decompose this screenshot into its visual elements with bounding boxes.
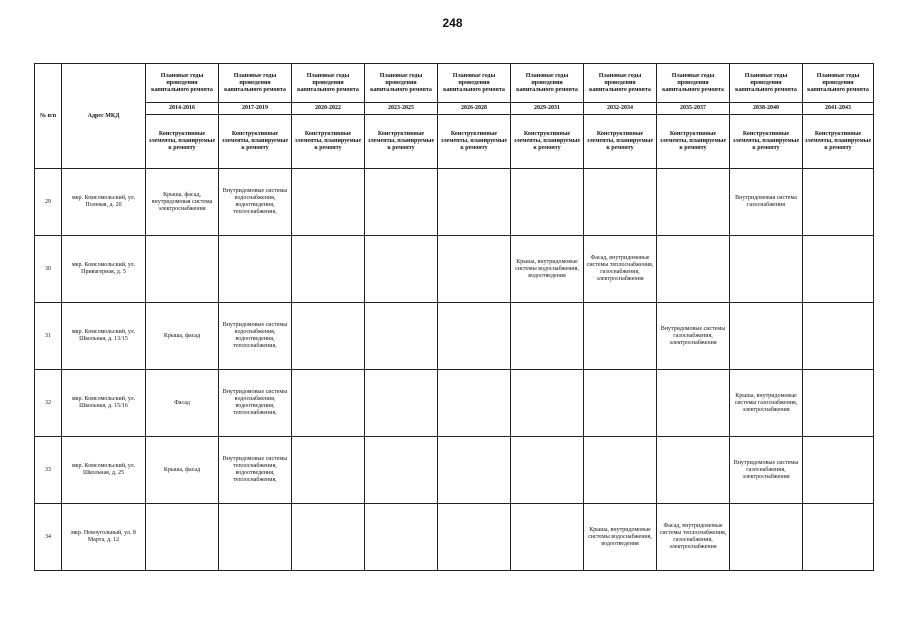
- period-elements: Конструктивные элементы, планируемые к ремонту: [219, 115, 292, 169]
- repair-cell: Крыша, фасад: [146, 437, 219, 504]
- row-number: 32: [35, 370, 62, 437]
- table-row: [35, 303, 874, 370]
- repair-cell: [511, 504, 584, 571]
- repair-cell: Внутридомовые системы водоснабжения, водоотведения, теплоснабжения,: [219, 169, 292, 236]
- repair-cell: [438, 303, 511, 370]
- repair-cell: [657, 236, 730, 303]
- table-row: [35, 169, 874, 236]
- repair-cell: Внутридомовые системы теплоснабжения, водоотведения, теплоснабжения,: [219, 437, 292, 504]
- repair-cell: [657, 370, 730, 437]
- repair-cell: [146, 504, 219, 571]
- repair-cell: Фасад: [146, 370, 219, 437]
- row-address: мкр. Комсомольский, ул. Школьная, д. 25: [62, 437, 146, 504]
- repair-cell: [292, 303, 365, 370]
- repair-cell: Фасад, внутридомовые системы теплоснабжения, газоснабжения, электроснабжения: [584, 236, 657, 303]
- repair-cell: [292, 236, 365, 303]
- row-address: мкр. Комсомольский, ул. Полевая, д. 20: [62, 169, 146, 236]
- row-address: мкр. Комсомольский, ул. Школьная, д. 15/16: [62, 370, 146, 437]
- period-elements: Конструктивные элементы, планируемые к ремонту: [803, 115, 874, 169]
- repair-cell: [438, 370, 511, 437]
- repair-cell: [803, 169, 874, 236]
- period-years: 2035-2037: [657, 103, 730, 115]
- repair-cell: [365, 236, 438, 303]
- repair-cell: Крыша, внутридомовые системы водоснабжения, водоотведения: [511, 236, 584, 303]
- header-elements-row: [35, 115, 874, 169]
- repair-cell: Внутридомовые системы газоснабжения, электроснабжения: [657, 303, 730, 370]
- row-number: 30: [35, 236, 62, 303]
- column-header-number: № п/п: [35, 64, 62, 169]
- period-years: 2041-2043: [803, 103, 874, 115]
- repair-cell: [511, 169, 584, 236]
- period-elements: Конструктивные элементы, планируемые к ремонту: [365, 115, 438, 169]
- repair-cell: [438, 504, 511, 571]
- period-years: 2032-2034: [584, 103, 657, 115]
- period-title: Плановые годы проведения капитального ремонта: [730, 64, 803, 103]
- repair-cell: [438, 437, 511, 504]
- header-years-row: [35, 103, 874, 115]
- table-row: [35, 437, 874, 504]
- period-title: Плановые годы проведения капитального ремонта: [511, 64, 584, 103]
- repair-cell: [511, 437, 584, 504]
- period-years: 2017-2019: [219, 103, 292, 115]
- repair-cell: [292, 169, 365, 236]
- repair-cell: [438, 236, 511, 303]
- repair-cell: Фасад, внутридомовые системы теплоснабжения, газоснабжения, электроснабжения: [657, 504, 730, 571]
- period-title: Плановые годы проведения капитального ремонта: [803, 64, 874, 103]
- period-elements: Конструктивные элементы, планируемые к ремонту: [511, 115, 584, 169]
- repair-cell: [365, 370, 438, 437]
- period-elements: Конструктивные элементы, планируемые к ремонту: [657, 115, 730, 169]
- repair-cell: [511, 303, 584, 370]
- repair-cell: [584, 437, 657, 504]
- capital-repair-plan-table: [34, 63, 874, 571]
- repair-cell: [292, 437, 365, 504]
- header-title-row: [35, 64, 874, 103]
- repair-cell: [511, 370, 584, 437]
- repair-cell: [365, 504, 438, 571]
- period-title: Плановые годы проведения капитального ремонта: [146, 64, 219, 103]
- period-elements: Конструктивные элементы, планируемые к ремонту: [584, 115, 657, 169]
- period-title: Плановые годы проведения капитального ремонта: [584, 64, 657, 103]
- repair-cell: [730, 303, 803, 370]
- repair-cell: [730, 236, 803, 303]
- repair-cell: [146, 236, 219, 303]
- row-address: мкр. Новоугольный, ул. 8 Марта, д. 12: [62, 504, 146, 571]
- table-row: [35, 504, 874, 571]
- repair-cell: [657, 169, 730, 236]
- row-number: 34: [35, 504, 62, 571]
- repair-cell: [584, 169, 657, 236]
- period-years: 2038-2040: [730, 103, 803, 115]
- period-elements: Конструктивные элементы, планируемые к ремонту: [438, 115, 511, 169]
- repair-cell: [219, 236, 292, 303]
- period-title: Плановые годы проведения капитального ремонта: [292, 64, 365, 103]
- period-title: Плановые годы проведения капитального ремонта: [657, 64, 730, 103]
- row-number: 33: [35, 437, 62, 504]
- repair-cell: [803, 236, 874, 303]
- period-years: 2023-2025: [365, 103, 438, 115]
- repair-cell: [584, 370, 657, 437]
- repair-cell: [803, 437, 874, 504]
- repair-cell: [292, 370, 365, 437]
- repair-cell: Крыша, внутридомовые системы газоснабжения, электроснабжения: [730, 370, 803, 437]
- repair-cell: Крыша, фасад: [146, 303, 219, 370]
- row-number: 31: [35, 303, 62, 370]
- repair-cell: [803, 370, 874, 437]
- repair-cell: Внутридомовая система газоснабжения: [730, 169, 803, 236]
- row-number: 29: [35, 169, 62, 236]
- period-elements: Конструктивные элементы, планируемые к ремонту: [146, 115, 219, 169]
- period-elements: Конструктивные элементы, планируемые к ремонту: [730, 115, 803, 169]
- repair-cell: [365, 437, 438, 504]
- period-title: Плановые годы проведения капитального ремонта: [438, 64, 511, 103]
- period-title: Плановые годы проведения капитального ремонта: [365, 64, 438, 103]
- row-address: мкр. Комсомольский, ул. Привагерная, д. 5: [62, 236, 146, 303]
- table-row: [35, 236, 874, 303]
- repair-cell: [584, 303, 657, 370]
- repair-cell: Внутридомовые системы водоснабжения, водоотведения, теплоснабжения,: [219, 370, 292, 437]
- repair-cell: Крыша, фасад, внутридомовая система электроснабжения: [146, 169, 219, 236]
- repair-cell: [803, 303, 874, 370]
- repair-cell: [219, 504, 292, 571]
- page-number: 248: [442, 16, 463, 30]
- repair-cell: [730, 504, 803, 571]
- row-address: мкр. Комсомольский, ул. Школьная, д. 13/15: [62, 303, 146, 370]
- column-header-address: Адрес МКД: [62, 64, 146, 169]
- repair-cell: [803, 504, 874, 571]
- repair-cell: Внутридомовые системы газоснабжения, электроснабжения: [730, 437, 803, 504]
- table-row: [35, 370, 874, 437]
- repair-cell: [292, 504, 365, 571]
- repair-cell: [657, 437, 730, 504]
- repair-cell: Крыша, внутридомовые системы водоснабжения, водоотведения: [584, 504, 657, 571]
- period-elements: Конструктивные элементы, планируемые к ремонту: [292, 115, 365, 169]
- repair-cell: [438, 169, 511, 236]
- repair-cell: [365, 303, 438, 370]
- period-years: 2029-2031: [511, 103, 584, 115]
- period-title: Плановые годы проведения капитального ремонта: [219, 64, 292, 103]
- period-years: 2020-2022: [292, 103, 365, 115]
- repair-cell: Внутридомовые системы водоснабжения, водоотведения, теплоснабжения,: [219, 303, 292, 370]
- period-years: 2014-2016: [146, 103, 219, 115]
- repair-cell: [365, 169, 438, 236]
- period-years: 2026-2028: [438, 103, 511, 115]
